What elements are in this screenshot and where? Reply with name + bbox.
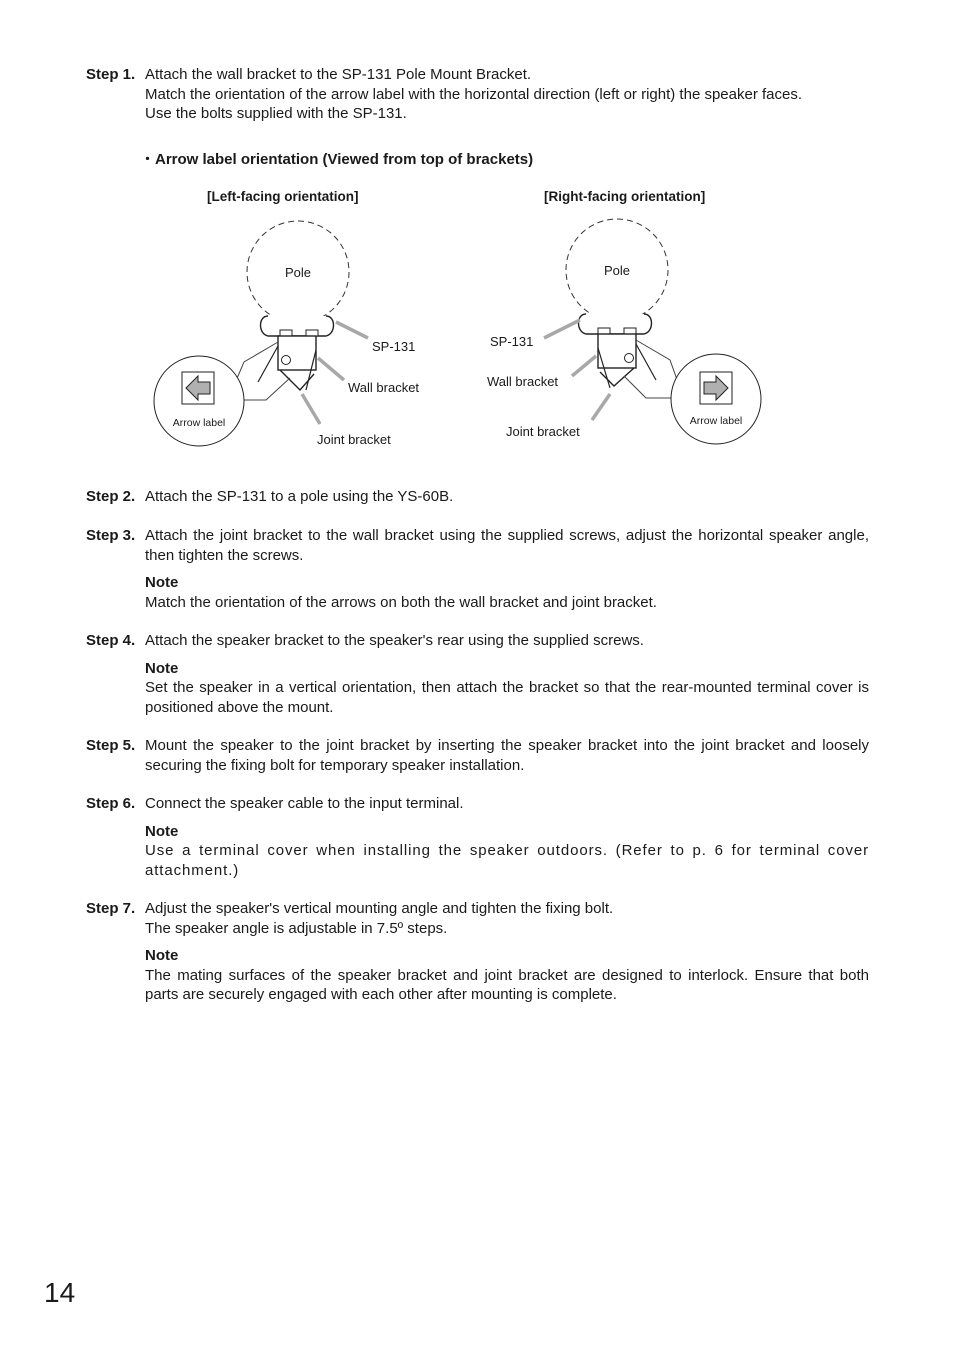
leader-line [336,322,368,338]
leader-line [592,394,610,420]
step-text: Attach the joint bracket to the wall bracket using the supplied screws, adjust the horizontal speaker angle, then tighten the screws. [145,527,869,564]
step-label: Step 3. [86,527,136,544]
arrow-orientation-diagram [140,210,780,460]
note-heading: Note [145,947,179,964]
step-label: Step 6. [86,795,136,812]
note-text: Set the speaker in a vertical orientation, then attach the bracket so that the rear-mounted terminal cover is positioned above the mount. [145,679,869,716]
sp131-label: SP-131 [372,339,416,354]
wall-bracket-label: Wall bracket [487,374,559,389]
leader-line [544,320,580,338]
step-2 [86,487,869,507]
step-7 [86,899,869,1005]
step-text: Attach the SP-131 to a pole using the YS-60B. [145,488,454,505]
note-text: Match the orientation of the arrows on both the wall bracket and joint bracket. [145,593,657,611]
wall-bracket [598,334,636,368]
pole-label: Pole [603,263,631,278]
sp131-bracket [261,316,334,336]
leader-line [318,358,344,380]
step-1 [86,65,869,124]
step-label: Step 4. [86,632,136,649]
step-label: Step 1. [86,66,136,83]
page-number: 14 [44,1277,76,1308]
right-orientation-figure [487,219,761,444]
sp131-bracket [579,314,652,334]
step-text: Use the bolts supplied with the SP-131. [145,105,407,122]
arrow-label-text: Arrow label [689,415,743,427]
step-6 [86,794,869,880]
sp131-label: SP-131 [490,334,534,349]
right-orientation-title: [Right-facing orientation] [544,189,706,204]
joint-bracket-label: Joint bracket [317,432,391,447]
left-orientation-figure [154,221,419,447]
step-4 [86,631,869,717]
note-heading: Note [145,574,179,591]
step-text: Mount the speaker to the joint bracket by inserting the speaker bracket into the joint bracket and loosely securing the fixing bolt for temporary speaker installation. [145,737,869,774]
diagram-heading: ・Arrow label orientation (Viewed from top of brackets) [140,151,534,168]
step-text: The speaker angle is adjustable in 7.5º steps. [145,919,448,937]
wall-bracket-label: Wall bracket [348,380,420,395]
step-label: Step 5. [86,737,136,754]
step-text: Match the orientation of the arrow label with the horizontal direction (left or right) the speaker faces. [145,85,803,103]
step-text: Attach the speaker bracket to the speaker's rear using the supplied screws. [145,632,644,649]
note-text: The mating surfaces of the speaker bracket and joint bracket are designed to interlock. Ensure that both parts are securely engaged with each other after mounting is complete. [145,966,869,1003]
note-heading: Note [145,659,179,677]
note-heading: Note [145,822,179,840]
step-5 [86,736,869,775]
arrow-label-text: Arrow label [172,417,226,429]
step-text: Connect the speaker cable to the input terminal. [145,795,464,812]
wall-bracket [278,336,316,370]
step-text: Attach the wall bracket to the SP-131 Pole Mount Bracket. [145,66,532,83]
pole-label: Pole [284,265,312,280]
joint-bracket-label: Joint bracket [506,424,580,439]
step-text: Adjust the speaker's vertical mounting angle and tighten the fixing bolt. [145,900,614,917]
step-label: Step 2. [86,488,136,505]
step-label: Step 7. [86,900,136,917]
left-orientation-title: [Left-facing orientation] [207,189,359,204]
step-3 [86,526,869,612]
leader-line [302,394,320,424]
note-text: Use a terminal cover when installing the speaker outdoors. (Refer to p. 6 for terminal cover attachment.) [145,842,869,879]
leader-line [572,356,596,376]
